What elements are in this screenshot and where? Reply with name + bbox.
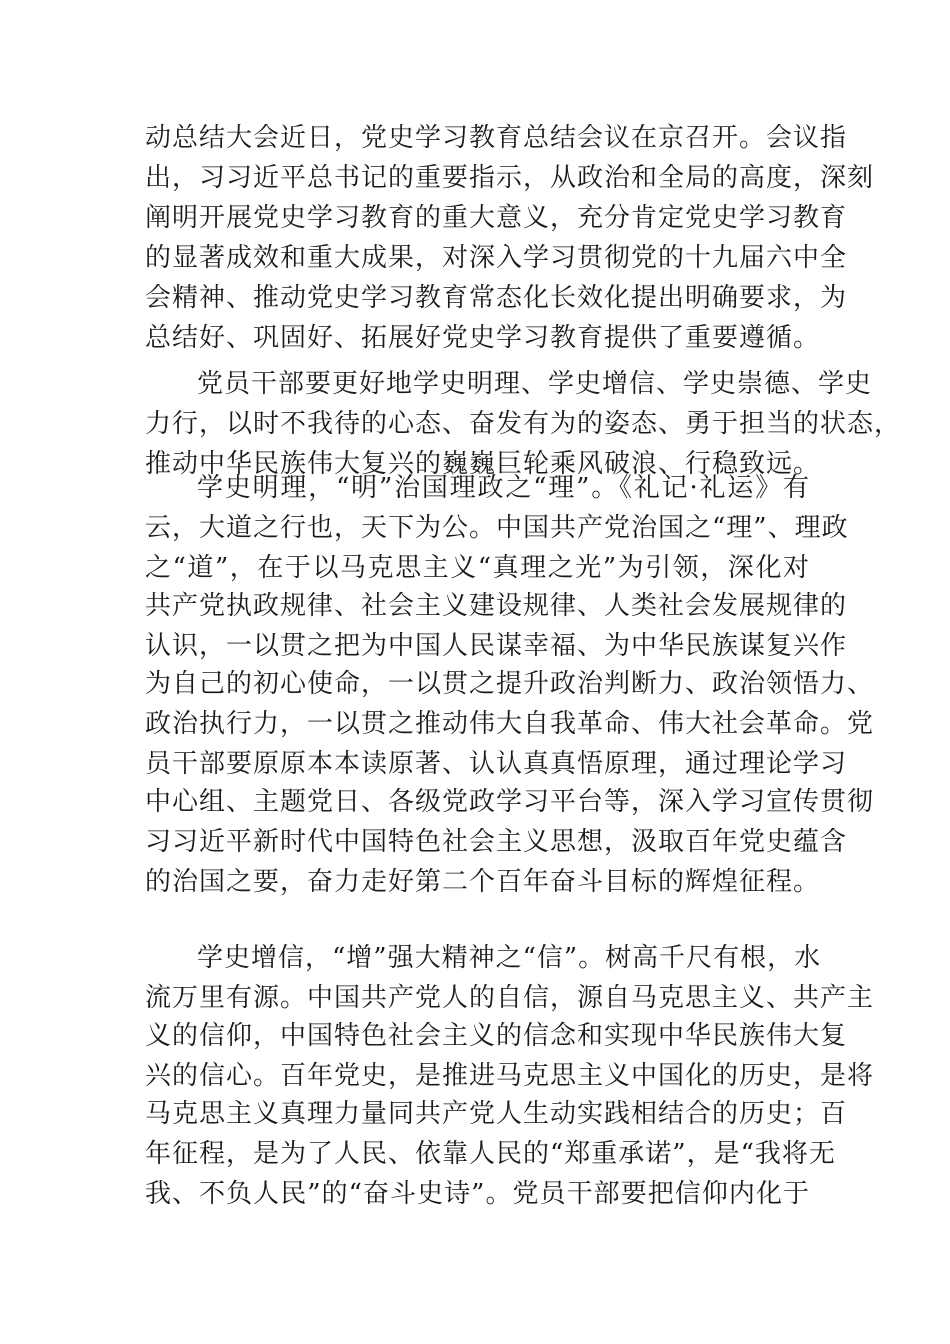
text-line: 中心组、主题党日、各级党政学习平台等，深入学习宣传贯彻 [145,787,875,817]
text-line: 之“道”，在于以马克思主义“真理之光”为引领，深化对 [145,553,810,583]
text-line: 阐明开展党史学习教育的重大意义，充分肯定党史学习教育 [145,203,848,233]
text-line: 云，大道之行也，天下为公。中国共产党治国之“理”、理政 [145,513,849,543]
text-line: 习习近平新时代中国特色社会主义思想，汲取百年党史蕴含 [145,827,848,857]
text-line: 政治执行力，一以贯之推动伟大自我革命、伟大社会革命。党 [145,709,875,739]
text-line: 员干部要原原本本读原著、认认真真悟原理，通过理论学习 [145,749,848,779]
text-line: 为自己的初心使命，一以贯之提升政治判断力、政治领悟力、 [145,669,875,699]
text-line: 马克思主义真理力量同共产党人生动实践相结合的历史；百 [145,1099,848,1129]
text-line: 我、不负人民”的“奋斗史诗”。党员干部要把信仰内化于 [145,1179,810,1209]
text-line: 出，习习近平总书记的重要指示，从政治和全局的高度，深刻 [145,163,875,193]
text-line: 共产党执政规律、社会主义建设规律、人类社会发展规律的 [145,591,848,621]
text-line: 的显著成效和重大成果，对深入学习贯彻党的十九届六中全 [145,243,848,273]
text-line: 总结好、巩固好、拓展好党史学习教育提供了重要遵循。 [145,323,821,353]
text-line: 力行，以时不我待的心态、奋发有为的姿态、勇于担当的状态， [145,409,902,439]
text-line: 学史明理，“明”治国理政之“理”。《礼记·礼运》有 [197,473,810,503]
text-line: 会精神、推动党史学习教育常态化长效化提出明确要求，为 [145,283,848,313]
text-line: 流万里有源。中国共产党人的自信，源自马克思主义、共产主 [145,983,875,1013]
text-line: 年征程，是为了人民、依靠人民的“郑重承诺”，是“我将无 [145,1139,836,1169]
text-line: 学史增信，“增”强大精神之“信”。树高千尺有根，水 [197,943,822,973]
text-line: 动总结大会近日，党史学习教育总结会议在京召开。会议指 [145,123,848,153]
text-line: 推动中华民族伟大复兴的巍巍巨轮乘风破浪、行稳致远。 [145,449,821,479]
text-line: 义的信仰，中国特色社会主义的信念和实现中华民族伟大复 [145,1021,848,1051]
text-line: 兴的信心。百年党史，是推进马克思主义中国化的历史，是将 [145,1061,875,1091]
text-line: 的治国之要，奋力走好第二个百年奋斗目标的辉煌征程。 [145,867,821,897]
text-line: 党员干部要更好地学史明理、学史增信、学史崇德、学史 [197,369,873,399]
text-line: 认识，一以贯之把为中国人民谋幸福、为中华民族谋复兴作 [145,631,848,661]
